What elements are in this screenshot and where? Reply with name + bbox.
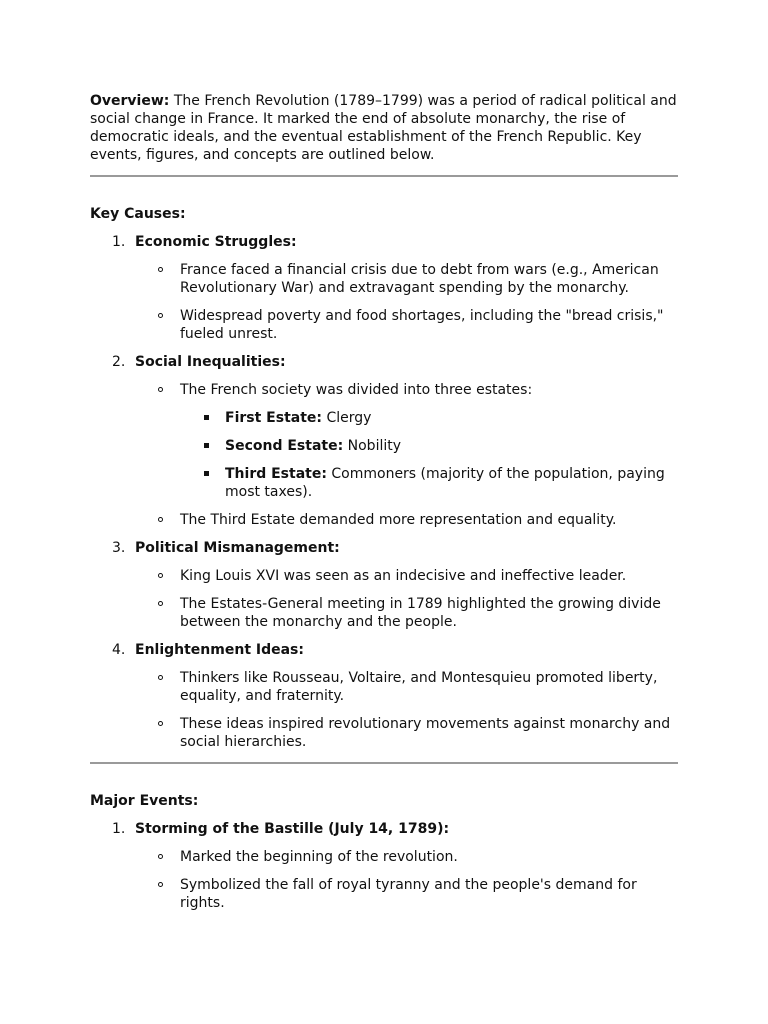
cause-title: Economic Struggles:	[135, 234, 297, 250]
circle-bullet-icon	[158, 267, 163, 272]
overview-text: The French Revolution (1789–1799) was a period of radical political and social change in France. It marked the end of absolute monarchy, the rise of democratic ideals, and the eventual establishment of the French Republic. Key events, figures, and concepts are outlined below.	[90, 93, 677, 163]
cause-item-political	[90, 539, 678, 631]
list-item	[135, 567, 678, 585]
key-causes-heading	[90, 205, 678, 223]
cause-bullets	[135, 261, 678, 343]
estate-text: Nobility	[343, 438, 402, 454]
divider	[90, 762, 678, 764]
event-bullets	[135, 848, 678, 912]
event-item-bastille	[90, 820, 678, 912]
bullet-text: These ideas inspired revolutionary movements against monarchy and social hierarchies.	[180, 716, 671, 750]
estate-item	[180, 409, 678, 427]
circle-bullet-icon	[158, 517, 163, 522]
estate-text: Commoners (majority of the population, paying most taxes).	[225, 466, 665, 500]
circle-bullet-icon	[158, 573, 163, 578]
estate-item	[180, 465, 678, 501]
circle-bullet-icon	[158, 675, 163, 680]
list-number: 4.	[112, 642, 126, 658]
major-events-heading	[90, 792, 678, 810]
list-number: 1.	[112, 821, 126, 837]
cause-item-social	[90, 353, 678, 529]
bullet-text: The French society was divided into three estates:	[180, 382, 533, 398]
cause-bullets	[135, 669, 678, 751]
cause-title: Political Mismanagement:	[135, 540, 340, 556]
square-bullet-icon	[204, 443, 209, 448]
bullet-text: King Louis XVI was seen as an indecisive and ineffective leader.	[180, 568, 627, 584]
list-item	[135, 715, 678, 751]
cause-item-enlightenment	[90, 641, 678, 751]
list-item	[135, 261, 678, 297]
list-number: 1.	[112, 234, 126, 250]
bullet-text: Marked the beginning of the revolution.	[180, 849, 458, 865]
cause-title: Enlightenment Ideas:	[135, 642, 304, 658]
cause-bullets	[135, 381, 678, 529]
estates-list	[180, 409, 678, 501]
overview-label: Overview:	[90, 93, 170, 109]
list-item	[135, 848, 678, 866]
overview-paragraph	[90, 92, 678, 164]
square-bullet-icon	[204, 471, 209, 476]
estate-label: First Estate:	[225, 410, 322, 426]
cause-item-economic	[90, 233, 678, 343]
circle-bullet-icon	[158, 854, 163, 859]
list-item	[135, 595, 678, 631]
list-number: 2.	[112, 354, 126, 370]
bullet-text: Widespread poverty and food shortages, including the "bread crisis," fueled unrest.	[180, 308, 664, 342]
bullet-text: The Estates-General meeting in 1789 highlighted the growing divide between the monarchy and the people.	[180, 596, 661, 630]
key-causes-heading-text: Key Causes:	[90, 206, 186, 222]
document-content	[90, 92, 678, 912]
estate-text: Clergy	[322, 410, 372, 426]
key-causes-list	[90, 233, 678, 751]
major-events-list	[90, 820, 678, 912]
event-title: Storming of the Bastille (July 14, 1789):	[135, 821, 450, 837]
bullet-text: France faced a financial crisis due to debt from wars (e.g., American Revolutionary War) and extravagant spending by the monarchy.	[180, 262, 659, 296]
estate-item	[180, 437, 678, 455]
bullet-text: The Third Estate demanded more representation and equality.	[180, 512, 617, 528]
estate-label: Second Estate:	[225, 438, 344, 454]
square-bullet-icon	[204, 415, 209, 420]
circle-bullet-icon	[158, 601, 163, 606]
list-item	[135, 511, 678, 529]
bullet-text: Thinkers like Rousseau, Voltaire, and Montesquieu promoted liberty, equality, and fraternity.	[180, 670, 658, 704]
circle-bullet-icon	[158, 313, 163, 318]
estate-label: Third Estate:	[225, 466, 327, 482]
cause-title: Social Inequalities:	[135, 354, 286, 370]
circle-bullet-icon	[158, 721, 163, 726]
list-item	[135, 381, 678, 501]
list-number: 3.	[112, 540, 126, 556]
list-item	[135, 669, 678, 705]
bullet-text: Symbolized the fall of royal tyranny and the people's demand for rights.	[180, 877, 637, 911]
major-events-heading-text: Major Events:	[90, 793, 199, 809]
list-item	[135, 307, 678, 343]
list-item	[135, 876, 678, 912]
divider	[90, 175, 678, 177]
circle-bullet-icon	[158, 387, 163, 392]
cause-bullets	[135, 567, 678, 631]
circle-bullet-icon	[158, 882, 163, 887]
